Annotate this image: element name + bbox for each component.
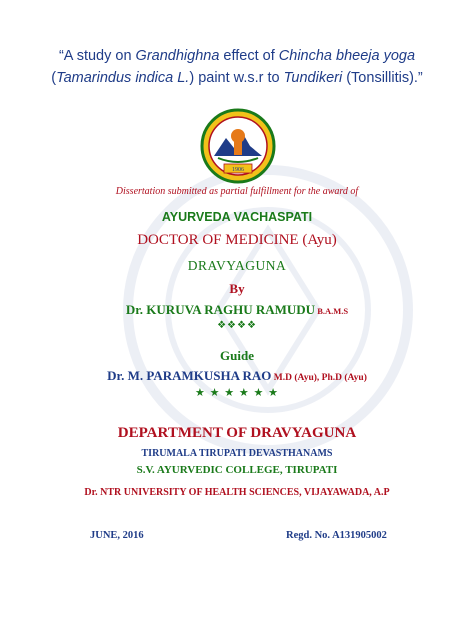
title-text: “A study on	[58, 48, 136, 64]
college-emblem-icon	[200, 108, 276, 184]
author-qualification: B.A.M.S	[315, 306, 349, 316]
by-label: By	[229, 281, 245, 296]
submission-date: JUNE, 2016	[90, 530, 144, 541]
author-separator: ❖❖❖❖	[217, 320, 257, 331]
degree-title: AYURVEDA VACHASPATI	[161, 210, 313, 224]
title-text: (	[51, 70, 57, 86]
guide-qualification: M.D (Ayu), Ph.D (Ayu)	[271, 373, 367, 383]
title-italic-text: Chincha bheeja yoga	[278, 48, 416, 64]
department-name: DEPARTMENT OF DRAVYAGUNA	[117, 425, 357, 441]
title-text: ) paint w.s.r to	[189, 70, 284, 86]
registration-number: Regd. No. A131905002	[286, 530, 387, 541]
guide-name: Dr. M. PARAMKUSHA RAO	[107, 368, 272, 383]
author-name: Dr. KURUVA RAGHU RAMUDU	[125, 302, 316, 317]
title-text: effect of	[219, 48, 279, 64]
guide-separator: ★ ★ ★ ★ ★ ★	[195, 387, 279, 399]
dissertation-statement: Dissertation submitted as partial fulfillment for the award of	[115, 186, 359, 197]
author-line	[0, 302, 474, 318]
university-name: Dr. NTR UNIVERSITY OF HEALTH SCIENCES, VIJAYAWADA, A.P	[84, 487, 390, 498]
title-text: (Tonsillitis).”	[342, 70, 423, 86]
thesis-title-line-2	[0, 70, 474, 86]
college-name: S.V. AYURVEDIC COLLEGE, TIRUPATI	[136, 464, 338, 476]
guide-label: Guide	[220, 348, 254, 363]
title-italic-text: Tundikeri	[283, 70, 343, 86]
subject-title: DRAVYAGUNA	[187, 258, 287, 273]
institution-name: TIRUMALA TIRUPATI DEVASTHANAMS	[141, 448, 333, 459]
title-italic-text: Tamarindus indica L.	[56, 70, 190, 86]
guide-line	[0, 368, 474, 384]
doctorate-title: DOCTOR OF MEDICINE (Ayu)	[137, 232, 337, 248]
thesis-title-line-1	[0, 48, 474, 64]
emblem-year: 1906	[232, 167, 244, 173]
title-italic-text: Grandhighna	[135, 48, 220, 64]
